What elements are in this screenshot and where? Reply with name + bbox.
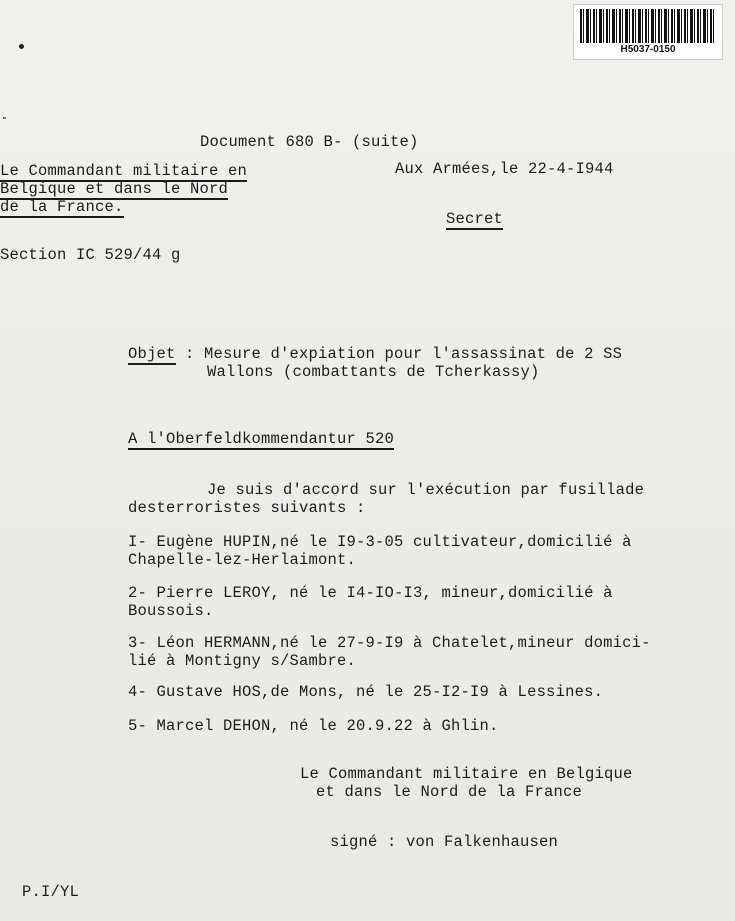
section-reference: Section IC 529/44 g: [0, 246, 181, 264]
signature-line-1: Le Commandant militaire en Belgique: [300, 765, 633, 783]
list-item-3-line-1: 3- Léon HERMANN,né le 27-9-I9 à Chatelet,mineur domici-: [128, 634, 651, 652]
intro-line-2: desterroristes suivants :: [128, 499, 366, 517]
list-item-1-line-2: Chapelle-lez-Herlaimont.: [128, 551, 357, 569]
ink-speck: [3, 117, 6, 119]
barcode: [573, 4, 723, 60]
signed-by: signé : von Falkenhausen: [330, 833, 559, 851]
document-title: Document 680 B- (suite): [200, 133, 419, 151]
intro-line-1: Je suis d'accord sur l'exécution par fusillade: [207, 481, 645, 499]
addressee: A l'Oberfeldkommendantur 520: [128, 430, 395, 448]
sender-line-1: Le Commandant militaire en: [0, 162, 248, 180]
list-item-1-line-1: I- Eugène HUPIN,né le I9-3-05 cultivateur,domicilié à: [128, 533, 632, 551]
list-item-2-line-2: Boussois.: [128, 602, 214, 620]
object-line-2: Wallons (combattants de Tcherkassy): [207, 363, 540, 381]
classification: Secret: [446, 210, 504, 228]
barcode-label: H5037-0150: [620, 44, 676, 55]
signature-line-2: et dans le Nord de la France: [316, 783, 583, 801]
place-date: Aux Armées,le 22-4-I944: [395, 160, 614, 178]
sender-line-2: Belgique et dans le Nord: [0, 180, 229, 198]
list-item-3-line-2: lié à Montigny s/Sambre.: [128, 652, 357, 670]
ink-dot: [19, 44, 24, 49]
list-item-2-line-1: 2- Pierre LEROY, né le I4-IO-I3, mineur,domicilié à: [128, 584, 613, 602]
sender-line-3: de la France.: [0, 198, 124, 216]
list-item-4: 4- Gustave HOS,de Mons, né le 25-I2-I9 à Lessines.: [128, 683, 604, 701]
object-text-1: : Mesure d'expiation pour l'assassinat de 2 SS: [175, 345, 623, 363]
list-item-5: 5- Marcel DEHON, né le 20.9.22 à Ghlin.: [128, 717, 499, 735]
object-line-1: [128, 345, 622, 363]
barcode-bars: [580, 9, 716, 43]
object-label: Objet: [128, 345, 176, 363]
footer-initials: P.I/YL: [22, 883, 80, 901]
